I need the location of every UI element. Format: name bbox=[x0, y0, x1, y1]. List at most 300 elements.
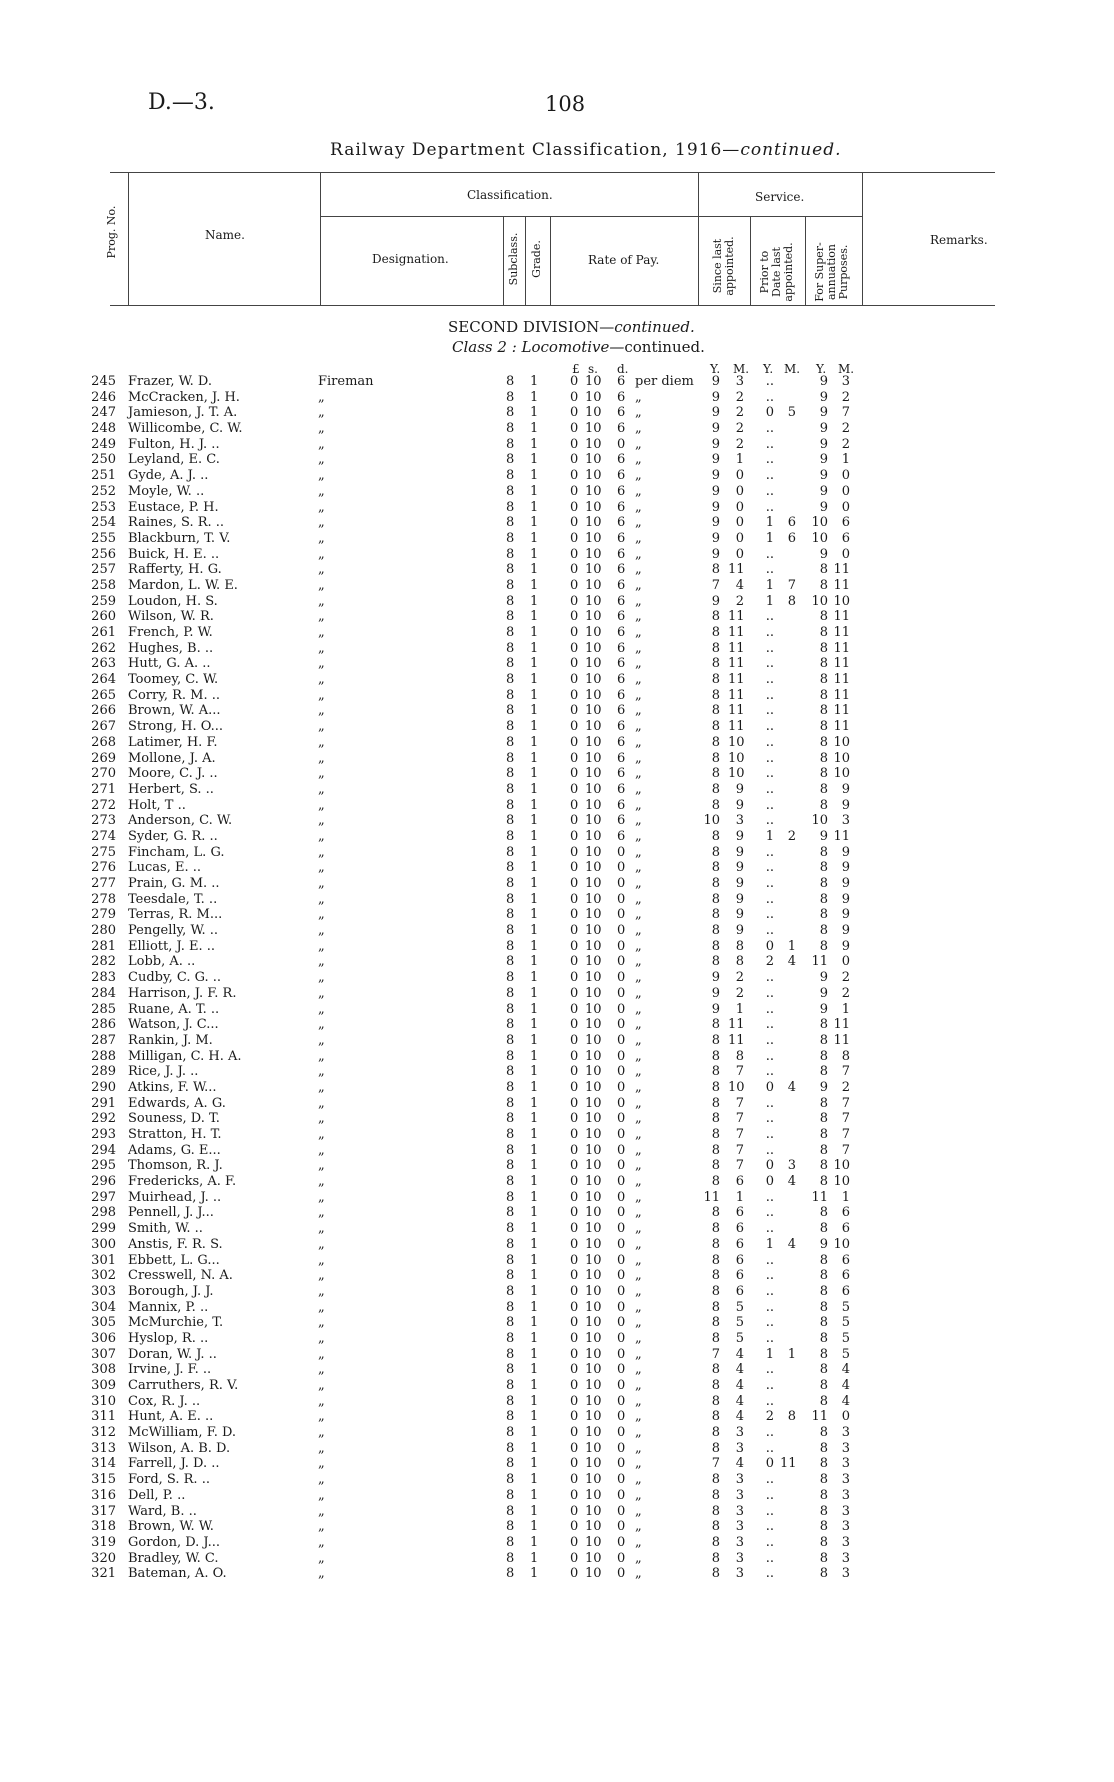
pay-period: „ bbox=[635, 719, 642, 735]
table-row bbox=[0, 547, 1114, 563]
prior-years: .. bbox=[765, 797, 774, 813]
superannuation-years: 8 bbox=[819, 562, 828, 578]
pay-pounds: 0 bbox=[570, 640, 579, 656]
designation: „ bbox=[318, 781, 325, 797]
since-last-months: 7 bbox=[735, 1142, 744, 1158]
superannuation-years: 9 bbox=[819, 436, 828, 452]
prior-years: .. bbox=[765, 766, 774, 782]
subclass: 8 bbox=[506, 1205, 515, 1221]
since-last-months: 9 bbox=[735, 860, 744, 876]
designation: „ bbox=[318, 656, 325, 672]
grade: 1 bbox=[530, 1519, 539, 1535]
since-last-months: 3 bbox=[735, 1566, 744, 1582]
employee-name: Borough, J. J. bbox=[128, 1283, 214, 1299]
designation: „ bbox=[318, 1330, 325, 1346]
prog-number: 276 bbox=[91, 860, 116, 876]
prog-number: 261 bbox=[91, 625, 116, 640]
subclass: 8 bbox=[506, 1142, 515, 1158]
prior-months: 6 bbox=[787, 515, 796, 531]
since-last-years: 8 bbox=[711, 876, 720, 891]
pay-pence: 0 bbox=[617, 1346, 626, 1362]
subclass: 8 bbox=[506, 1252, 515, 1268]
pay-pence: 0 bbox=[617, 436, 626, 452]
grade: 1 bbox=[530, 813, 539, 829]
since-last-months: 11 bbox=[728, 656, 745, 672]
pay-pence: 0 bbox=[617, 1064, 626, 1080]
grade: 1 bbox=[530, 1425, 539, 1441]
subclass: 8 bbox=[506, 938, 515, 954]
superannuation-months: 11 bbox=[833, 719, 850, 735]
since-last-years: 10 bbox=[703, 813, 720, 829]
subclass: 8 bbox=[506, 1425, 515, 1441]
table-row bbox=[0, 1111, 1114, 1127]
subclass: 8 bbox=[506, 813, 515, 829]
pay-period: „ bbox=[635, 562, 642, 578]
since-last-months: 4 bbox=[735, 1409, 744, 1425]
pay-pounds: 0 bbox=[570, 546, 579, 562]
employee-name: Fulton, H. J. .. bbox=[128, 436, 220, 452]
since-last-years: 8 bbox=[711, 687, 720, 703]
table-row bbox=[0, 1049, 1114, 1065]
designation: „ bbox=[318, 1440, 325, 1456]
since-last-months: 11 bbox=[728, 672, 745, 688]
pay-shillings: 10 bbox=[585, 1456, 602, 1472]
superannuation-years: 8 bbox=[819, 1378, 828, 1393]
employee-name: Cresswell, N. A. bbox=[128, 1268, 233, 1284]
prior-years: .. bbox=[765, 1378, 774, 1393]
pay-pence: 6 bbox=[617, 499, 626, 515]
superannuation-months: 10 bbox=[833, 766, 850, 782]
pay-pence: 0 bbox=[617, 1299, 626, 1315]
prior-years: .. bbox=[765, 1550, 774, 1566]
grade: 1 bbox=[530, 891, 539, 907]
table-row bbox=[0, 1409, 1114, 1425]
since-last-years: 8 bbox=[711, 1425, 720, 1441]
designation: „ bbox=[318, 562, 325, 578]
superannuation-years: 9 bbox=[819, 828, 828, 844]
table-row bbox=[0, 860, 1114, 876]
employee-name: Prain, G. M. .. bbox=[128, 876, 220, 891]
pay-period: „ bbox=[635, 546, 642, 562]
pay-pence: 0 bbox=[617, 907, 626, 923]
since-last-years: 8 bbox=[711, 609, 720, 625]
grade: 1 bbox=[530, 844, 539, 860]
superannuation-years: 9 bbox=[819, 374, 828, 389]
prior-years: .. bbox=[765, 452, 774, 468]
subclass: 8 bbox=[506, 1534, 515, 1550]
pay-pence: 6 bbox=[617, 515, 626, 531]
pay-pence: 0 bbox=[617, 1409, 626, 1425]
grade: 1 bbox=[530, 985, 539, 1001]
pay-pence: 0 bbox=[617, 1111, 626, 1127]
grade: 1 bbox=[530, 1393, 539, 1409]
pay-shillings: 10 bbox=[585, 1393, 602, 1409]
since-last-years: 7 bbox=[711, 1346, 720, 1362]
subclass: 8 bbox=[506, 844, 515, 860]
subclass: 8 bbox=[506, 389, 515, 405]
pay-shillings: 10 bbox=[585, 625, 602, 640]
table-row bbox=[0, 421, 1114, 437]
grade: 1 bbox=[530, 374, 539, 389]
employee-name: Strong, H. O... bbox=[128, 719, 224, 735]
superannuation-years: 8 bbox=[819, 1142, 828, 1158]
pay-pounds: 0 bbox=[570, 844, 579, 860]
employee-name: Anstis, F. R. S. bbox=[128, 1236, 223, 1252]
since-last-months: 4 bbox=[735, 577, 744, 593]
superannuation-years: 8 bbox=[819, 1315, 828, 1331]
superannuation-years: 9 bbox=[819, 499, 828, 515]
grade: 1 bbox=[530, 1001, 539, 1017]
pay-period: „ bbox=[635, 452, 642, 468]
employee-name: Farrell, J. D. .. bbox=[128, 1456, 220, 1472]
employee-name: Mardon, L. W. E. bbox=[128, 577, 238, 593]
pay-pence: 0 bbox=[617, 1472, 626, 1488]
designation: Fireman bbox=[318, 374, 374, 389]
prior-years: .. bbox=[765, 1221, 774, 1237]
employee-name: Atkins, F. W... bbox=[128, 1079, 217, 1095]
superannuation-years: 8 bbox=[819, 1268, 828, 1284]
pay-shillings: 10 bbox=[585, 1189, 602, 1205]
prog-number: 249 bbox=[91, 436, 116, 452]
table-row bbox=[0, 798, 1114, 814]
prior-years: .. bbox=[765, 907, 774, 923]
since-last-months: 7 bbox=[735, 1127, 744, 1142]
grade: 1 bbox=[530, 499, 539, 515]
table-row bbox=[0, 1158, 1114, 1174]
pay-shillings: 10 bbox=[585, 577, 602, 593]
pay-period: „ bbox=[635, 1127, 642, 1142]
designation: „ bbox=[318, 750, 325, 766]
prior-years: .. bbox=[765, 1393, 774, 1409]
table-row bbox=[0, 1472, 1114, 1488]
prog-number: 298 bbox=[91, 1205, 116, 1221]
designation: „ bbox=[318, 1378, 325, 1393]
prog-number: 315 bbox=[91, 1472, 116, 1488]
pay-pounds: 0 bbox=[570, 781, 579, 797]
superannuation-years: 10 bbox=[811, 593, 828, 609]
superannuation-months: 9 bbox=[841, 938, 850, 954]
pay-pence: 0 bbox=[617, 1487, 626, 1503]
employee-name: French, P. W. bbox=[128, 625, 213, 640]
pay-pounds: 0 bbox=[570, 374, 579, 389]
pay-pounds: 0 bbox=[570, 1409, 579, 1425]
table-row bbox=[0, 1300, 1114, 1316]
superannuation-years: 8 bbox=[819, 1519, 828, 1535]
divider-grade-rate bbox=[550, 216, 551, 305]
pay-period: „ bbox=[635, 781, 642, 797]
pay-pounds: 0 bbox=[570, 452, 579, 468]
prior-years: .. bbox=[765, 719, 774, 735]
employee-name: Cox, R. J. .. bbox=[128, 1393, 201, 1409]
pay-period: „ bbox=[635, 609, 642, 625]
grade: 1 bbox=[530, 954, 539, 970]
subclass: 8 bbox=[506, 1472, 515, 1488]
superannuation-months: 3 bbox=[841, 1550, 850, 1566]
since-last-years: 8 bbox=[711, 1079, 720, 1095]
prog-number: 307 bbox=[91, 1346, 116, 1362]
prior-years: .. bbox=[765, 625, 774, 640]
prog-number: 304 bbox=[91, 1299, 116, 1315]
since-last-years: 9 bbox=[711, 483, 720, 499]
pay-pounds: 0 bbox=[570, 923, 579, 939]
employee-name: Hyslop, R. .. bbox=[128, 1330, 209, 1346]
pay-pence: 0 bbox=[617, 1205, 626, 1221]
prog-number: 246 bbox=[91, 389, 116, 405]
designation: „ bbox=[318, 1111, 325, 1127]
prog-number: 285 bbox=[91, 1001, 116, 1017]
subclass: 8 bbox=[506, 1393, 515, 1409]
table-row bbox=[0, 625, 1114, 641]
prog-number: 290 bbox=[91, 1079, 116, 1095]
since-last-months: 8 bbox=[735, 938, 744, 954]
pay-shillings: 10 bbox=[585, 734, 602, 750]
since-last-years: 8 bbox=[711, 1299, 720, 1315]
designation: „ bbox=[318, 1017, 325, 1033]
pay-period: „ bbox=[635, 1550, 642, 1566]
prior-months: 1 bbox=[787, 938, 796, 954]
since-last-years: 8 bbox=[711, 1221, 720, 1237]
employee-name: Mollone, J. A. bbox=[128, 750, 216, 766]
table-row bbox=[0, 672, 1114, 688]
grade: 1 bbox=[530, 1440, 539, 1456]
pay-period: „ bbox=[635, 923, 642, 939]
pay-pence: 0 bbox=[617, 938, 626, 954]
grade: 1 bbox=[530, 593, 539, 609]
pay-pounds: 0 bbox=[570, 876, 579, 891]
pay-shillings: 10 bbox=[585, 1079, 602, 1095]
designation: „ bbox=[318, 577, 325, 593]
prior-years: .. bbox=[765, 876, 774, 891]
prior-years: .. bbox=[765, 1252, 774, 1268]
pay-pounds: 0 bbox=[570, 1252, 579, 1268]
designation: „ bbox=[318, 1299, 325, 1315]
since-last-months: 5 bbox=[735, 1299, 744, 1315]
pay-pounds: 0 bbox=[570, 1142, 579, 1158]
designation: „ bbox=[318, 405, 325, 421]
since-last-months: 3 bbox=[735, 1487, 744, 1503]
superannuation-months: 3 bbox=[841, 1534, 850, 1550]
subclass: 8 bbox=[506, 1064, 515, 1080]
pay-shillings: 10 bbox=[585, 1111, 602, 1127]
table-row bbox=[0, 1190, 1114, 1206]
since-last-years: 9 bbox=[711, 468, 720, 484]
pay-period: „ bbox=[635, 907, 642, 923]
pay-pounds: 0 bbox=[570, 1456, 579, 1472]
header-since-last: Since last appointed. bbox=[711, 236, 736, 296]
since-last-years: 8 bbox=[711, 923, 720, 939]
since-last-years: 8 bbox=[711, 1315, 720, 1331]
since-last-years: 8 bbox=[711, 1032, 720, 1048]
prior-years: .. bbox=[765, 813, 774, 829]
pay-shillings: 10 bbox=[585, 374, 602, 389]
prog-number: 266 bbox=[91, 703, 116, 719]
prog-number: 316 bbox=[91, 1487, 116, 1503]
superannuation-months: 10 bbox=[833, 1174, 850, 1190]
superannuation-months: 6 bbox=[841, 1205, 850, 1221]
designation: „ bbox=[318, 672, 325, 688]
since-last-months: 2 bbox=[735, 436, 744, 452]
pay-shillings: 10 bbox=[585, 405, 602, 421]
employee-name: Rankin, J. M. bbox=[128, 1032, 213, 1048]
since-last-years: 8 bbox=[711, 625, 720, 640]
prog-number: 293 bbox=[91, 1127, 116, 1142]
grade: 1 bbox=[530, 766, 539, 782]
pay-shillings: 10 bbox=[585, 876, 602, 891]
pay-pounds: 0 bbox=[570, 1158, 579, 1174]
designation: „ bbox=[318, 970, 325, 986]
since-last-years: 8 bbox=[711, 562, 720, 578]
prog-number: 245 bbox=[91, 374, 116, 389]
table-row bbox=[0, 923, 1114, 939]
pay-pence: 6 bbox=[617, 672, 626, 688]
superannuation-months: 10 bbox=[833, 750, 850, 766]
table-row bbox=[0, 1504, 1114, 1520]
since-last-years: 8 bbox=[711, 640, 720, 656]
since-last-years: 8 bbox=[711, 1142, 720, 1158]
pay-shillings: 10 bbox=[585, 781, 602, 797]
superannuation-years: 11 bbox=[811, 1189, 828, 1205]
pay-period: „ bbox=[635, 750, 642, 766]
employee-name: Stratton, H. T. bbox=[128, 1127, 222, 1142]
prog-number: 292 bbox=[91, 1111, 116, 1127]
pay-pounds: 0 bbox=[570, 1315, 579, 1331]
table-row bbox=[0, 1143, 1114, 1159]
employee-name: Harrison, J. F. R. bbox=[128, 985, 237, 1001]
table-row bbox=[0, 468, 1114, 484]
designation: „ bbox=[318, 1064, 325, 1080]
since-last-months: 3 bbox=[735, 1472, 744, 1488]
table-row bbox=[0, 531, 1114, 547]
pay-pounds: 0 bbox=[570, 1127, 579, 1142]
prog-number: 321 bbox=[91, 1566, 116, 1582]
superannuation-years: 8 bbox=[819, 860, 828, 876]
pay-pounds: 0 bbox=[570, 483, 579, 499]
division-title: SECOND DIVISION— bbox=[448, 318, 615, 336]
pay-shillings: 10 bbox=[585, 436, 602, 452]
designation: „ bbox=[318, 1362, 325, 1378]
grade: 1 bbox=[530, 907, 539, 923]
designation: „ bbox=[318, 452, 325, 468]
prior-years: .. bbox=[765, 1111, 774, 1127]
prog-number: 256 bbox=[91, 546, 116, 562]
table-row bbox=[0, 1519, 1114, 1535]
superannuation-years: 8 bbox=[819, 656, 828, 672]
employee-name: Anderson, C. W. bbox=[128, 813, 233, 829]
pay-period: „ bbox=[635, 1268, 642, 1284]
division-heading bbox=[448, 318, 695, 336]
prior-years: 1 bbox=[765, 593, 774, 609]
since-last-years: 8 bbox=[711, 656, 720, 672]
pay-pounds: 0 bbox=[570, 766, 579, 782]
pay-shillings: 10 bbox=[585, 1362, 602, 1378]
unit-months-super: M. bbox=[838, 362, 855, 376]
superannuation-years: 8 bbox=[819, 1252, 828, 1268]
pay-period: „ bbox=[635, 672, 642, 688]
pay-shillings: 10 bbox=[585, 985, 602, 1001]
pay-pounds: 0 bbox=[570, 1503, 579, 1519]
pay-period: „ bbox=[635, 1566, 642, 1582]
prog-number: 274 bbox=[91, 828, 116, 844]
since-last-months: 6 bbox=[735, 1174, 744, 1190]
pay-pence: 6 bbox=[617, 828, 626, 844]
employee-name: Fincham, L. G. bbox=[128, 844, 225, 860]
since-last-months: 6 bbox=[735, 1221, 744, 1237]
table-row bbox=[0, 609, 1114, 625]
pay-period: „ bbox=[635, 1362, 642, 1378]
superannuation-months: 9 bbox=[841, 781, 850, 797]
pay-pence: 6 bbox=[617, 389, 626, 405]
table-row bbox=[0, 1096, 1114, 1112]
prog-number: 247 bbox=[91, 405, 116, 421]
superannuation-months: 3 bbox=[841, 1425, 850, 1441]
pay-pence: 0 bbox=[617, 1174, 626, 1190]
header-designation: Designation. bbox=[372, 252, 449, 266]
superannuation-years: 8 bbox=[819, 938, 828, 954]
designation: „ bbox=[318, 876, 325, 891]
pay-pence: 0 bbox=[617, 860, 626, 876]
pay-shillings: 10 bbox=[585, 750, 602, 766]
pay-pence: 0 bbox=[617, 1221, 626, 1237]
grade: 1 bbox=[530, 860, 539, 876]
since-last-months: 0 bbox=[735, 468, 744, 484]
grade: 1 bbox=[530, 1346, 539, 1362]
since-last-years: 8 bbox=[711, 1519, 720, 1535]
superannuation-years: 8 bbox=[819, 891, 828, 907]
subclass: 8 bbox=[506, 421, 515, 437]
since-last-years: 8 bbox=[711, 954, 720, 970]
prior-years: .. bbox=[765, 750, 774, 766]
table-row bbox=[0, 1551, 1114, 1567]
grade: 1 bbox=[530, 734, 539, 750]
superannuation-years: 8 bbox=[819, 1017, 828, 1033]
superannuation-months: 0 bbox=[841, 499, 850, 515]
pay-shillings: 10 bbox=[585, 672, 602, 688]
superannuation-years: 8 bbox=[819, 1534, 828, 1550]
since-last-months: 2 bbox=[735, 405, 744, 421]
prior-years: .. bbox=[765, 1001, 774, 1017]
header-bottom-rule bbox=[110, 305, 995, 306]
designation: „ bbox=[318, 640, 325, 656]
designation: „ bbox=[318, 389, 325, 405]
designation: „ bbox=[318, 1252, 325, 1268]
employee-name: Ebbett, L. G... bbox=[128, 1252, 220, 1268]
pay-period: „ bbox=[635, 1017, 642, 1033]
table-row bbox=[0, 484, 1114, 500]
pay-pounds: 0 bbox=[570, 593, 579, 609]
employee-name: McMurchie, T. bbox=[128, 1315, 224, 1331]
subclass: 8 bbox=[506, 1236, 515, 1252]
pay-pounds: 0 bbox=[570, 389, 579, 405]
superannuation-months: 6 bbox=[841, 1283, 850, 1299]
table-row bbox=[0, 1064, 1114, 1080]
since-last-years: 8 bbox=[711, 860, 720, 876]
prior-years: .. bbox=[765, 1205, 774, 1221]
pay-pounds: 0 bbox=[570, 860, 579, 876]
prior-years: 1 bbox=[765, 828, 774, 844]
since-last-months: 2 bbox=[735, 421, 744, 437]
pay-shillings: 10 bbox=[585, 1158, 602, 1174]
table-row bbox=[0, 688, 1114, 704]
prior-years: .. bbox=[765, 421, 774, 437]
pay-pounds: 0 bbox=[570, 405, 579, 421]
employee-name: Gyde, A. J. .. bbox=[128, 468, 209, 484]
pay-pence: 0 bbox=[617, 1236, 626, 1252]
table-row bbox=[0, 1033, 1114, 1049]
superannuation-years: 9 bbox=[819, 1079, 828, 1095]
prior-years: 0 bbox=[765, 1079, 774, 1095]
superannuation-years: 8 bbox=[819, 1425, 828, 1441]
header-prior-to-date: Prior to Date last appointed. bbox=[758, 242, 795, 302]
